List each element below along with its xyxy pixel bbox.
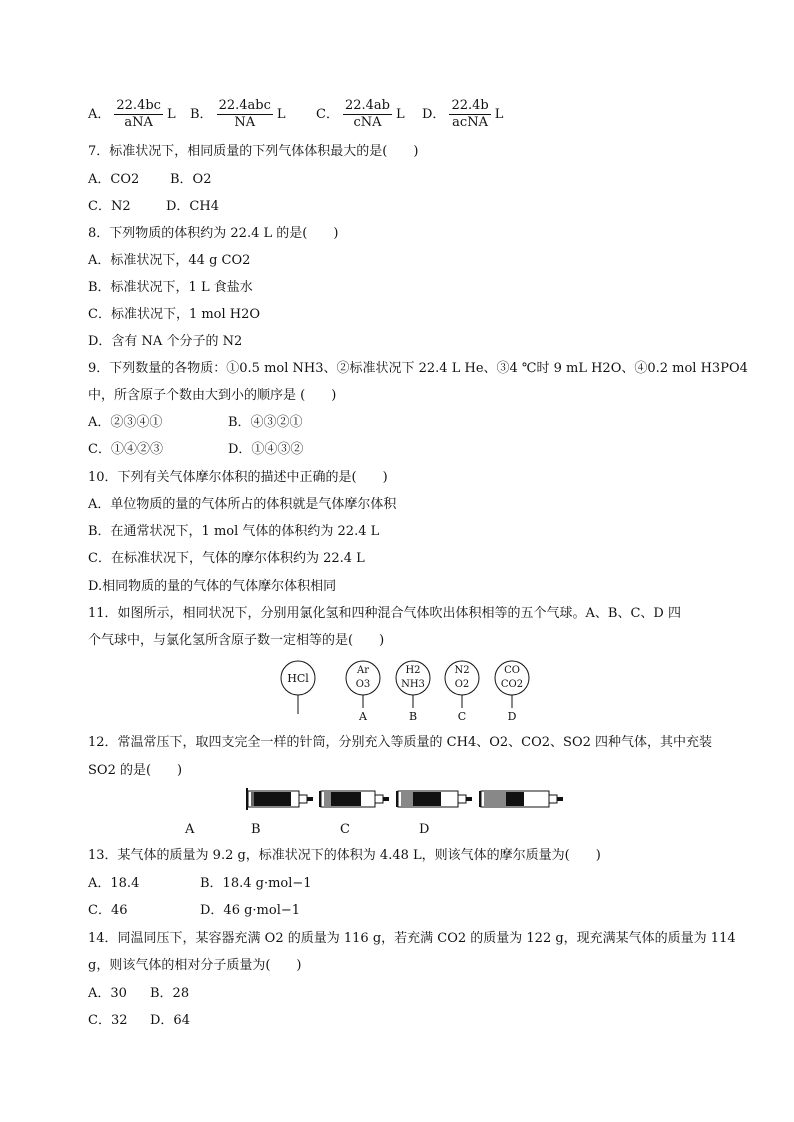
q10-option-b: B．在通常状况下，1 mol 气体的体积约为 22.4 L: [88, 524, 380, 539]
balloon-a-top: Ar: [356, 665, 369, 676]
q13-options-cd: [88, 902, 300, 920]
q6-a-fraction: $\frac{22.4bc}{\text{aNA}}$: [116, 98, 161, 130]
syringe-2: [319, 791, 389, 807]
q8-option-d: D．含有 NA 个分子的 N2: [88, 334, 243, 349]
q9-option-d: D．①④③②: [228, 442, 304, 457]
q6-option-a: A． $\frac{22.4bc}{\text{aNA}}$ L: [88, 98, 176, 130]
q7-options-cd: [88, 198, 219, 216]
q6-option-c: C． $\frac{22.4ab}{\text{cNA}}$ L: [316, 98, 405, 130]
q13-option-c: C．46: [88, 903, 128, 918]
q6-options: [88, 98, 503, 131]
syringe-label-a: A: [185, 822, 195, 837]
q10-option-a: A．单位物质的量的气体所占的体积就是气体摩尔体积: [88, 497, 397, 512]
q6-d-fraction: $\frac{22.4b}{\text{acNA}}$: [451, 98, 489, 130]
q9-options-ab: [88, 414, 303, 432]
q10-stem: 10．下列有关气体摩尔体积的描述中正确的是( ): [88, 470, 388, 485]
q9-option-b: B．④③②①: [228, 415, 303, 430]
q11-stem-line1: 11．如图所示，相同状况下，分别用氯化氢和四种混合气体吹出体积相等的五个气球。A、B、C、D 四: [88, 606, 681, 621]
q7-option-d: D．CH4: [166, 199, 219, 214]
balloon-hcl: [281, 661, 315, 714]
q8-option-b: B．标准状况下，1 L 食盐水: [88, 280, 253, 295]
syringe-4: [479, 791, 563, 807]
q10-option-d: D.相同物质的量的气体的气体摩尔体积相同: [88, 579, 337, 594]
q12-stem-line2: SO2 的是( ): [88, 763, 183, 778]
balloon-a-bottom: O3: [355, 679, 371, 690]
syringe-3: [396, 791, 472, 807]
q14-stem-line2: g，则该气体的相对分子质量为( ): [88, 958, 302, 973]
q13-option-b: B．18.4 g·mol−1: [200, 876, 312, 891]
q7-options-ab: [88, 171, 211, 189]
q14-option-b: B．28: [150, 986, 190, 1001]
q7-option-a: A．CO2: [88, 172, 140, 187]
q10-option-c: C．在标准状况下，气体的摩尔体积约为 22.4 L: [88, 551, 365, 566]
balloon-b-letter: B: [408, 710, 418, 723]
q8-option-a: A．标准状况下，44 g CO2: [88, 253, 251, 268]
q9-stem-line2: 中，所含原子个数由大到小的顺序是 ( ): [88, 388, 337, 403]
balloon-d-letter: D: [507, 710, 517, 723]
q7-option-b: B．O2: [170, 172, 212, 187]
q13-option-a: A．18.4: [88, 876, 140, 891]
q9-options-cd: [88, 441, 303, 459]
balloon-c-top: N2: [454, 665, 470, 676]
q14-option-d: D．64: [150, 1013, 190, 1028]
syringe-1: [246, 788, 313, 810]
balloon-c-letter: C: [457, 710, 467, 723]
balloon-c-bottom: O2: [454, 679, 470, 690]
balloon-hcl-label: HCl: [287, 672, 309, 685]
q14-stem-line1: 14．同温同压下，某容器充满 O2 的质量为 116 g，若充满 CO2 的质量为 122 g，现充满某气体的质量为 114: [88, 931, 736, 946]
q14-option-a: A．30: [88, 986, 127, 1001]
q7-option-c: C．N2: [88, 199, 131, 214]
q14-option-c: C．32: [88, 1013, 128, 1028]
balloon-d-bottom: CO2: [500, 679, 524, 690]
balloon-d-top: CO: [504, 665, 520, 676]
q13-option-d: D．46 g·mol−1: [200, 903, 301, 918]
balloon-a-letter: A: [359, 710, 367, 723]
syringe-label-d: D: [419, 822, 430, 837]
q6-b-fraction: $\frac{\text{22.4abc}}{NA}$: [218, 98, 271, 130]
balloon-b-bottom: NH3: [401, 679, 425, 690]
q9-option-a: A．②③④①: [88, 415, 163, 430]
q8-stem: 8．下列物质的体积约为 22.4 L 的是( ): [88, 226, 339, 241]
syringe-figure: [243, 786, 565, 812]
syringe-label-b: B: [251, 822, 261, 837]
q6-option-d: D． $\frac{22.4b}{\text{acNA}}$ L: [422, 98, 504, 130]
q6-option-b: B． $\frac{\text{22.4abc}}{NA}$ L: [190, 98, 286, 130]
q11-stem-line2: 个气球中，与氯化氢所含原子数一定相等的是( ): [88, 633, 385, 648]
q6-c-fraction: $\frac{22.4ab}{\text{cNA}}$: [344, 98, 390, 130]
q7-stem: 7．标准状况下，相同质量的下列气体体积最大的是( ): [88, 144, 419, 159]
q9-stem-line1: 9．下列数量的各物质：①0.5 mol NH3、②标准状况下 22.4 L He、③4 ℃时 9 mL H2O、④0.2 mol H3PO4: [88, 361, 748, 376]
q14-options-cd: [88, 1012, 190, 1030]
q8-option-c: C．标准状况下，1 mol H2O: [88, 307, 261, 322]
syringe-label-c: C: [340, 822, 350, 837]
q9-option-c: C．①④②③: [88, 442, 163, 457]
balloon-b-top: H2: [405, 665, 421, 676]
q13-stem: 13．某气体的质量为 9.2 g，标准状况下的体积为 4.48 L，则该气体的摩尔质量为( ): [88, 848, 601, 863]
q13-options-ab: [88, 875, 312, 893]
q14-options-ab: [88, 985, 189, 1003]
q12-stem-line1: 12．常温常压下，取四支完全一样的针筒，分别充入等质量的 CH4、O2、CO2、SO2 四种气体，其中充装: [88, 735, 713, 750]
